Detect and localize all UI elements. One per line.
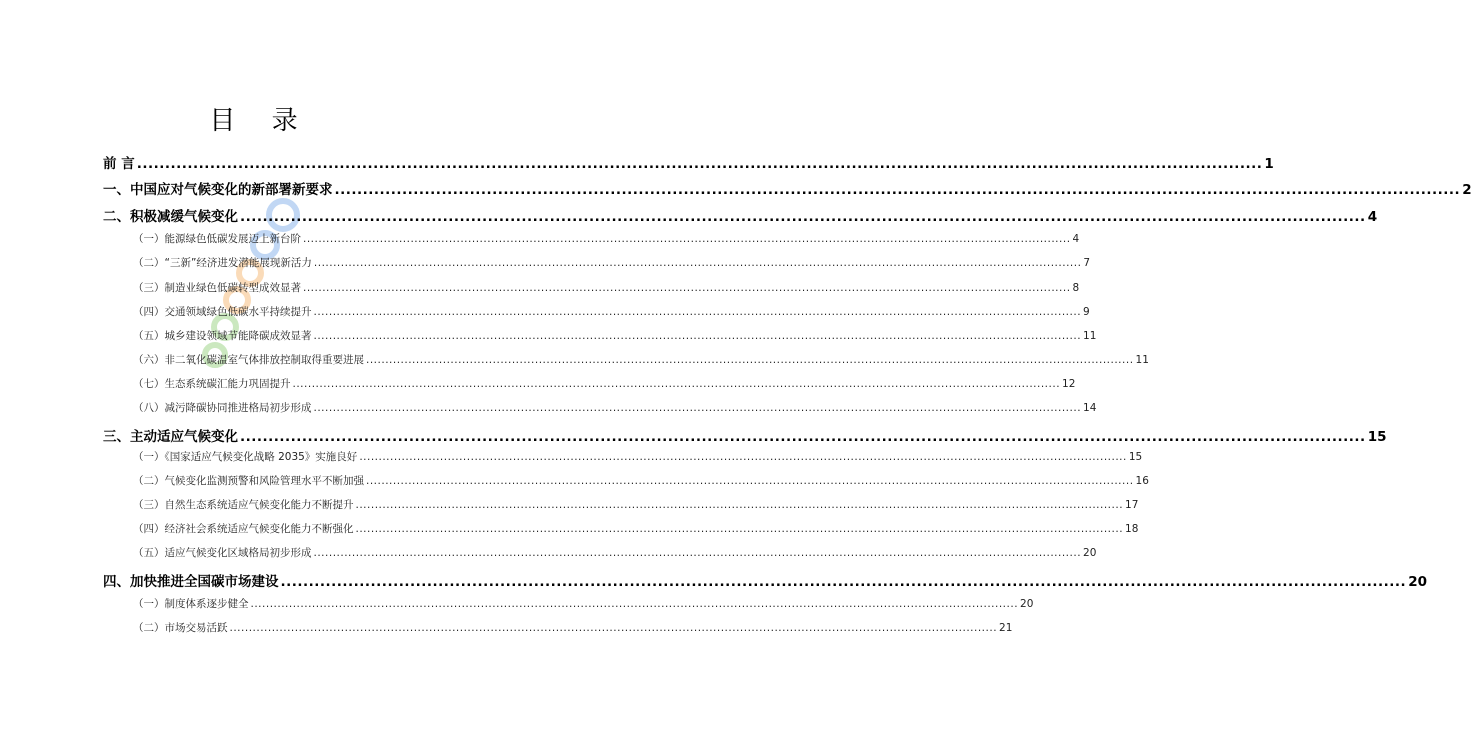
- toc-entry[interactable]: [133, 449, 1143, 464]
- toc-entry[interactable]: [133, 545, 1097, 560]
- toc-leader-dots: ........................................................................................................................................................................................................: [313, 306, 1082, 318]
- toc-entry-label: （三）自然生态系统适应气候变化能力不断提升: [133, 499, 354, 511]
- toc-entry[interactable]: [103, 152, 1274, 172]
- page-title: 目 录: [209, 106, 312, 136]
- toc-entry-page-number: 8: [1072, 282, 1080, 294]
- toc-entry[interactable]: [103, 205, 1378, 225]
- toc-entry-label: （一）《国家适应气候变化战略 2035》实施良好: [133, 451, 358, 463]
- toc-entry-label: （二）气候变化监测预警和风险管理水平不断加强: [133, 475, 364, 487]
- toc-entry-page-number: 4: [1072, 233, 1080, 245]
- toc-entry[interactable]: [133, 596, 1034, 611]
- toc-entry-label: 四、加快推进全国碳市场建设: [103, 574, 279, 590]
- toc-leader-dots: ........................................................................................................................................................................................................: [250, 598, 1019, 610]
- toc-entry[interactable]: [103, 425, 1387, 445]
- toc-entry[interactable]: [133, 497, 1139, 512]
- toc-entry-page-number: 20: [1408, 574, 1427, 590]
- toc-leader-dots: ........................................................................................................................................................................................................: [313, 547, 1082, 559]
- toc-entry-page-number: 2: [1462, 182, 1472, 198]
- toc-leader-dots: ........................................................................................................................................................................................................: [136, 156, 1263, 172]
- toc-entry-page-number: 15: [1367, 429, 1387, 445]
- toc-leader-dots: ........................................................................................................................................................................................................: [355, 499, 1124, 511]
- toc-leader-dots: ........................................................................................................................................................................................................: [366, 354, 1134, 366]
- toc-entry-label: 前 言: [103, 156, 135, 172]
- toc-entry-page-number: 9: [1083, 306, 1090, 318]
- toc-leader-dots: ........................................................................................................................................................................................................: [355, 523, 1124, 535]
- toc-entry-label: （五）适应气候变化区域格局初步形成: [133, 547, 312, 559]
- toc-entry-label: 三、主动适应气候变化: [103, 429, 238, 445]
- toc-entry-label: （一）制度体系逐步健全: [133, 598, 249, 610]
- toc-entry[interactable]: [133, 280, 1080, 295]
- toc-entry[interactable]: [133, 400, 1097, 415]
- toc-leader-dots: ........................................................................................................................................................................................................: [303, 282, 1071, 294]
- toc-entry-label: （三）制造业绿色低碳转型成效显著: [133, 282, 301, 294]
- toc-leader-dots: ........................................................................................................................................................................................................: [313, 402, 1082, 414]
- toc-entry[interactable]: [133, 521, 1139, 536]
- toc-entry-label: 二、积极减缓气候变化: [103, 209, 238, 225]
- toc-entry-page-number: 4: [1367, 209, 1378, 225]
- toc-leader-dots: ........................................................................................................................................................................................................: [313, 257, 1082, 269]
- toc-entry-label: （五）城乡建设领域节能降碳成效显著: [133, 330, 312, 342]
- toc-entry-page-number: 11: [1083, 330, 1097, 342]
- toc-leader-dots: ........................................................................................................................................................................................................: [366, 475, 1134, 487]
- toc-entry-page-number: 15: [1128, 451, 1143, 463]
- toc-entry-label: （一）能源绿色低碳发展迈上新台阶: [133, 233, 301, 245]
- toc-entry[interactable]: [133, 304, 1090, 319]
- toc-entry-page-number: 20: [1083, 547, 1097, 559]
- toc-entry[interactable]: [133, 473, 1149, 488]
- toc-entry-page-number: 18: [1125, 523, 1139, 535]
- toc-leader-dots: ........................................................................................................................................................................................................: [334, 182, 1461, 198]
- toc-entry-page-number: 1: [1264, 156, 1274, 172]
- toc-entry-label: （四）交通领域绿色低碳水平持续提升: [133, 306, 312, 318]
- toc-entry[interactable]: [133, 376, 1076, 391]
- toc-entry[interactable]: [133, 620, 1013, 635]
- toc-leader-dots: ........................................................................................................................................................................................................: [280, 574, 1407, 590]
- toc-entry[interactable]: [133, 255, 1091, 270]
- toc-entry[interactable]: [133, 328, 1097, 343]
- toc-entry-label: （二）“三新”经济进发潜能展现新活力: [133, 257, 312, 269]
- toc-entry[interactable]: [133, 352, 1149, 367]
- toc-entry-label: 一、中国应对气候变化的新部署新要求: [103, 182, 333, 198]
- toc-entry-label: （八）减污降碳协同推进格局初步形成: [133, 402, 312, 414]
- toc-entry-page-number: 21: [999, 622, 1013, 634]
- toc-entry-label: （六）非二氧化碳温室气体排放控制取得重要进展: [133, 354, 364, 366]
- toc-entry-page-number: 14: [1083, 402, 1097, 414]
- toc-entry[interactable]: [103, 178, 1472, 198]
- toc-entry-label: （二）市场交易活跃: [133, 622, 228, 634]
- toc-entry[interactable]: [133, 231, 1080, 246]
- toc-entry-page-number: 12: [1062, 378, 1076, 390]
- toc-entry-page-number: 7: [1083, 257, 1091, 269]
- toc-leader-dots: ........................................................................................................................................................................................................: [313, 330, 1082, 342]
- toc-entry-page-number: 11: [1135, 354, 1149, 366]
- toc-entry-label: （四）经济社会系统适应气候变化能力不断强化: [133, 523, 354, 535]
- toc-leader-dots: ........................................................................................................................................................................................................: [303, 233, 1071, 245]
- toc-entry-page-number: 20: [1020, 598, 1034, 610]
- toc-entry-page-number: 16: [1135, 475, 1149, 487]
- toc-leader-dots: ........................................................................................................................................................................................................: [240, 429, 1366, 445]
- toc-entry-label: （七）生态系统碳汇能力巩固提升: [133, 378, 291, 390]
- toc-entry-page-number: 17: [1125, 499, 1139, 511]
- toc-leader-dots: ........................................................................................................................................................................................................: [359, 451, 1127, 463]
- toc-leader-dots: ........................................................................................................................................................................................................: [292, 378, 1061, 390]
- toc-leader-dots: ........................................................................................................................................................................................................: [229, 622, 998, 634]
- toc-entry[interactable]: [103, 570, 1427, 590]
- toc-leader-dots: ........................................................................................................................................................................................................: [240, 209, 1366, 225]
